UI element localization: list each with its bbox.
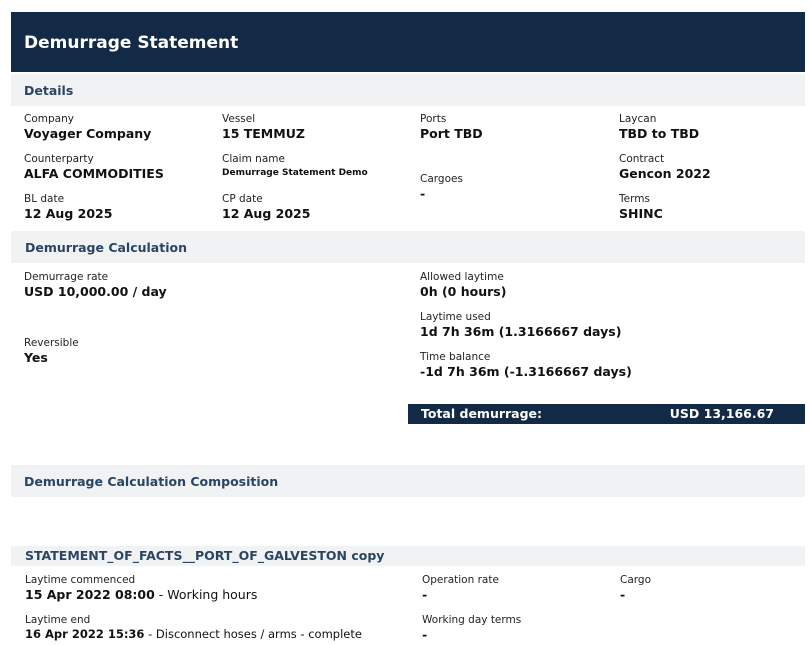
claim-name-field: [222, 153, 368, 181]
claim-name-label: Claim name: [222, 153, 285, 165]
cp-date-value: 12 Aug 2025: [222, 206, 311, 221]
laycan-field: [619, 113, 699, 141]
reversible-value: Yes: [24, 350, 48, 365]
working-day-terms-value: -: [422, 627, 428, 642]
operation-rate-label: Operation rate: [422, 574, 499, 586]
laytime-commenced-desc: - Working hours: [154, 587, 258, 602]
operation-rate-field: [422, 574, 499, 602]
laytime-end-label: Laytime end: [25, 614, 91, 626]
claim-name-value: Demurrage Statement Demo: [222, 168, 368, 178]
cargo-label: Cargo: [620, 574, 651, 586]
calculation-section-header: [11, 231, 805, 263]
operation-rate-value: -: [422, 587, 428, 602]
vessel-value: 15 TEMMUZ: [222, 126, 305, 141]
statement-header: [11, 12, 805, 72]
total-demurrage-label: Total demurrage:: [421, 406, 543, 421]
cargoes-value: -: [420, 186, 426, 201]
ports-field: [420, 113, 483, 141]
bl-date-field: [24, 193, 112, 221]
sof-section-header: [11, 546, 805, 566]
laytime-end-field: [25, 614, 362, 642]
reversible-field: [24, 337, 79, 365]
cp-date-field: [222, 193, 310, 221]
ports-label: Ports: [420, 113, 447, 125]
counterparty-field: [24, 153, 164, 181]
allowed-laytime-label: Allowed laytime: [420, 271, 504, 283]
demurrage-rate-label: Demurrage rate: [24, 271, 109, 283]
contract-field: [619, 153, 711, 181]
calculation-heading: Demurrage Calculation: [25, 240, 187, 255]
working-day-terms-label: Working day terms: [422, 614, 522, 626]
laytime-used-value: 1d 7h 36m (1.3166667 days): [420, 324, 622, 339]
demurrage-rate-value: USD 10,000.00 / day: [24, 284, 167, 299]
laytime-end-desc: - Disconnect hoses / arms - complete: [144, 627, 362, 641]
laytime-commenced-field: [25, 574, 257, 602]
company-label: Company: [24, 113, 74, 125]
composition-section-header: [11, 465, 805, 497]
cargoes-label: Cargoes: [420, 173, 463, 185]
laytime-commenced-label: Laytime commenced: [25, 574, 136, 586]
vessel-field: [222, 113, 305, 141]
laytime-used-field: [420, 311, 621, 339]
total-demurrage-bar: [408, 404, 805, 424]
company-value: Voyager Company: [24, 126, 152, 141]
cargo-value: -: [620, 587, 626, 602]
contract-value: Gencon 2022: [619, 166, 711, 181]
laytime-commenced-value: 15 Apr 2022 08:00: [25, 587, 155, 602]
laytime-end-value: 16 Apr 2022 15:36: [25, 627, 145, 641]
time-balance-field: [420, 351, 632, 379]
time-balance-label: Time balance: [420, 351, 491, 363]
time-balance-value: -1d 7h 36m (-1.3166667 days): [420, 364, 632, 379]
terms-label: Terms: [619, 193, 650, 205]
demurrage-rate-field: [24, 271, 167, 299]
cargoes-field: [420, 173, 463, 201]
sof-heading: STATEMENT_OF_FACTS__PORT_OF_GALVESTON copy: [25, 548, 385, 563]
allowed-laytime-value: 0h (0 hours): [420, 284, 507, 299]
bl-date-label: BL date: [24, 193, 65, 205]
details-heading: Details: [24, 83, 74, 98]
terms-value: SHINC: [619, 206, 663, 221]
total-demurrage-value: USD 13,166.67: [669, 406, 774, 421]
terms-field: [619, 193, 663, 221]
laycan-value: TBD to TBD: [619, 126, 700, 141]
counterparty-value: ALFA COMMODITIES: [24, 166, 164, 181]
counterparty-label: Counterparty: [24, 153, 94, 165]
company-field: [24, 113, 151, 141]
vessel-label: Vessel: [222, 113, 256, 125]
page-title: Demurrage Statement: [24, 33, 239, 53]
reversible-label: Reversible: [24, 337, 79, 349]
contract-label: Contract: [619, 153, 665, 165]
cp-date-label: CP date: [222, 193, 263, 205]
laycan-label: Laycan: [619, 113, 657, 125]
laytime-used-label: Laytime used: [420, 311, 491, 323]
details-section-header: [11, 74, 805, 106]
composition-heading: Demurrage Calculation Composition: [24, 474, 279, 489]
allowed-laytime-field: [420, 271, 506, 299]
ports-value: Port TBD: [420, 126, 483, 141]
cargo-field: [620, 574, 651, 602]
bl-date-value: 12 Aug 2025: [24, 206, 113, 221]
working-day-terms-field: [422, 614, 521, 642]
